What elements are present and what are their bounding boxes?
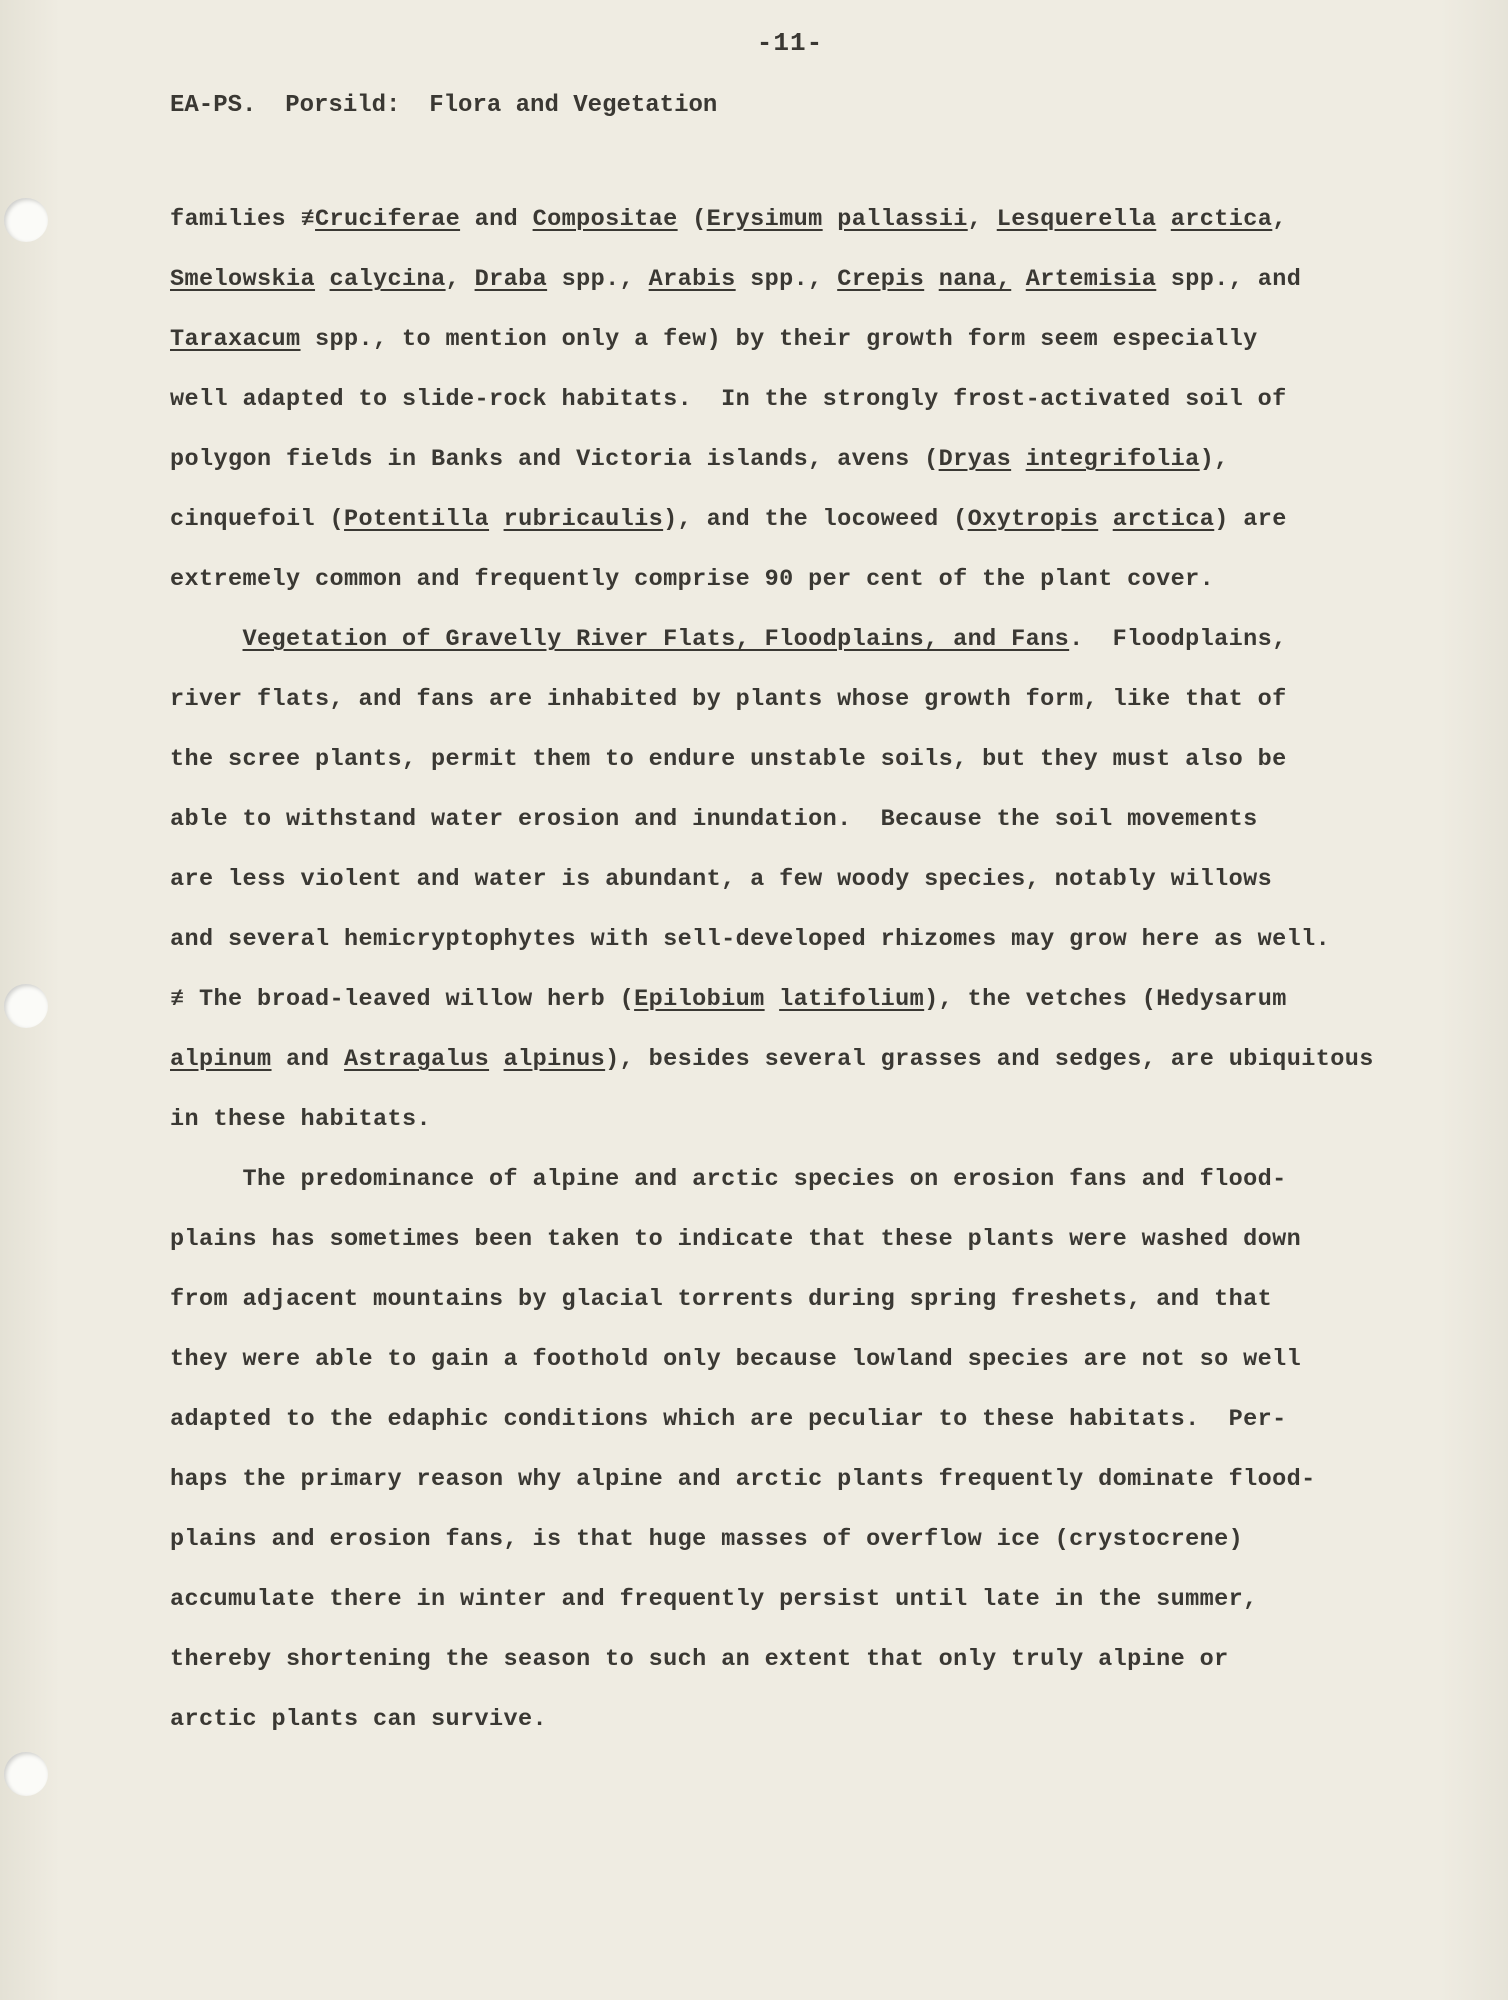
text-run: , xyxy=(967,206,997,233)
text-line xyxy=(170,1100,1470,1160)
text-run: . Floodplains, xyxy=(1069,626,1287,653)
text-run: thereby shortening the season to such an extent that only truly alpine or xyxy=(170,1646,1229,1673)
running-header: EA-PS. Porsild: Flora and Vegetation xyxy=(170,92,718,119)
text-line xyxy=(170,620,1470,680)
text-run xyxy=(823,206,838,233)
text-line xyxy=(170,500,1470,560)
underlined-term: integrifolia xyxy=(1025,446,1200,473)
text-line xyxy=(170,1160,1470,1220)
binder-hole xyxy=(4,984,48,1028)
text-run: families xyxy=(170,206,301,233)
text-line xyxy=(170,560,1470,620)
text-run xyxy=(489,506,504,533)
underlined-term: Lesquerella xyxy=(996,206,1157,233)
text-line xyxy=(170,1460,1470,1520)
underlined-term: Potentilla xyxy=(344,506,490,533)
text-run: and xyxy=(460,206,533,233)
text-line xyxy=(170,980,1470,1040)
text-line xyxy=(170,1400,1470,1460)
underlined-term: nana, xyxy=(938,266,1012,293)
text-line xyxy=(170,860,1470,920)
text-run: and xyxy=(271,1046,345,1073)
text-run: , xyxy=(1272,206,1287,233)
text-run: spp., xyxy=(547,266,649,293)
text-line xyxy=(170,800,1470,860)
text-run: cinquefoil ( xyxy=(170,506,345,533)
text-run: plains and erosion fans, is that huge masses of overflow ice (crystocrene) xyxy=(170,1526,1244,1553)
underlined-term: Draba xyxy=(474,266,548,293)
text-run: from adjacent mountains by glacial torrents during spring freshets, and that xyxy=(170,1286,1273,1313)
underlined-term: Erysimum xyxy=(706,206,823,233)
text-run: spp., and xyxy=(1156,266,1302,293)
underlined-term: Epilobium xyxy=(634,986,765,1013)
underlined-term: alpinum xyxy=(170,1046,272,1073)
text-line xyxy=(170,320,1470,380)
text-line xyxy=(170,1040,1470,1100)
text-line xyxy=(170,1340,1470,1400)
underlined-term: Compositae xyxy=(532,206,678,233)
text-run: able to withstand water erosion and inundation. Because the soil movements xyxy=(170,806,1258,833)
underlined-term: Astragalus xyxy=(344,1046,490,1073)
text-run xyxy=(924,266,939,293)
underlined-term: pallassii xyxy=(837,206,968,233)
text-line xyxy=(170,1700,1470,1760)
text-line xyxy=(170,440,1470,500)
text-run: haps the primary reason why alpine and arctic plants frequently dominate flood- xyxy=(170,1466,1316,1493)
text-run xyxy=(1098,506,1113,533)
text-line xyxy=(170,1640,1470,1700)
underlined-term: Arabis xyxy=(648,266,736,293)
text-run: they were able to gain a foothold only because lowland species are not so well xyxy=(170,1346,1302,1373)
text-run: ), besides several grasses and sedges, are ubiquitous xyxy=(605,1046,1374,1073)
underlined-term: alpinus xyxy=(503,1046,606,1073)
underlined-term: latifolium xyxy=(779,986,925,1013)
binder-hole xyxy=(4,1752,48,1796)
text-line xyxy=(170,200,1470,260)
text-run: ), the vetches (Hedysarum xyxy=(924,986,1287,1013)
text-run: ), xyxy=(1199,446,1229,473)
underlined-term: arctica xyxy=(1170,206,1273,233)
underlined-term: rubricaulis xyxy=(503,506,664,533)
text-run xyxy=(170,626,243,653)
handwritten-mark: ≢ xyxy=(170,986,185,1013)
text-run: and several hemicryptophytes with sell-developed rhizomes may grow here as well. xyxy=(170,926,1331,953)
underlined-term: calycina xyxy=(329,266,446,293)
text-line xyxy=(170,260,1470,320)
page-number: -11- xyxy=(756,28,824,58)
text-run: polygon fields in Banks and Victoria islands, avens ( xyxy=(170,446,939,473)
underlined-term: Vegetation of Gravelly River Flats, Floodplains, and Fans xyxy=(242,626,1070,653)
text-run: extremely common and frequently comprise 90 per cent of the plant cover. xyxy=(170,566,1215,593)
text-run: The broad-leaved willow herb ( xyxy=(184,986,635,1013)
text-line xyxy=(170,1220,1470,1280)
text-run: river flats, and fans are inhabited by plants whose growth form, like that of xyxy=(170,686,1287,713)
text-run: accumulate there in winter and frequently persist until late in the summer, xyxy=(170,1586,1258,1613)
text-run xyxy=(1011,446,1026,473)
underlined-term: Smelowskia xyxy=(170,266,316,293)
text-run: well adapted to slide-rock habitats. In the strongly frost-activated soil of xyxy=(170,386,1287,413)
text-run xyxy=(315,266,330,293)
text-run xyxy=(1011,266,1026,293)
text-run xyxy=(489,1046,504,1073)
text-run: ) are xyxy=(1214,506,1287,533)
text-line xyxy=(170,1580,1470,1640)
underlined-term: Oxytropis xyxy=(967,506,1099,533)
text-run: , xyxy=(445,266,475,293)
document-body xyxy=(170,200,1470,1760)
underlined-term: Crepis xyxy=(837,266,925,293)
text-run: are less violent and water is abundant, a few woody species, notably willows xyxy=(170,866,1273,893)
text-run: ), and the locoweed ( xyxy=(663,506,968,533)
underlined-term: Dryas xyxy=(938,446,1012,473)
underlined-term: Artemisia xyxy=(1025,266,1157,293)
text-run: arctic plants can survive. xyxy=(170,1706,548,1733)
text-run: plains has sometimes been taken to indicate that these plants were washed down xyxy=(170,1226,1302,1253)
binder-hole xyxy=(4,198,48,242)
text-run: the scree plants, permit them to endure unstable soils, but they must also be xyxy=(170,746,1287,773)
underlined-term: arctica xyxy=(1112,506,1215,533)
text-line xyxy=(170,1280,1470,1340)
text-line xyxy=(170,920,1470,980)
text-run: adapted to the edaphic conditions which are peculiar to these habitats. Per- xyxy=(170,1406,1287,1433)
text-run: ( xyxy=(677,206,707,233)
text-run: in these habitats. xyxy=(170,1106,432,1133)
underlined-term: Cruciferae xyxy=(315,206,461,233)
underlined-term: Taraxacum xyxy=(170,326,301,353)
text-line xyxy=(170,740,1470,800)
text-line xyxy=(170,680,1470,740)
text-run: spp., to mention only a few) by their growth form seem especially xyxy=(300,326,1258,353)
handwritten-mark: ≢ xyxy=(300,206,316,233)
text-run: The predominance of alpine and arctic species on erosion fans and flood- xyxy=(170,1166,1287,1193)
text-run xyxy=(765,986,780,1013)
text-run xyxy=(1156,206,1171,233)
text-line xyxy=(170,1520,1470,1580)
text-line xyxy=(170,380,1470,440)
text-run: spp., xyxy=(735,266,838,293)
